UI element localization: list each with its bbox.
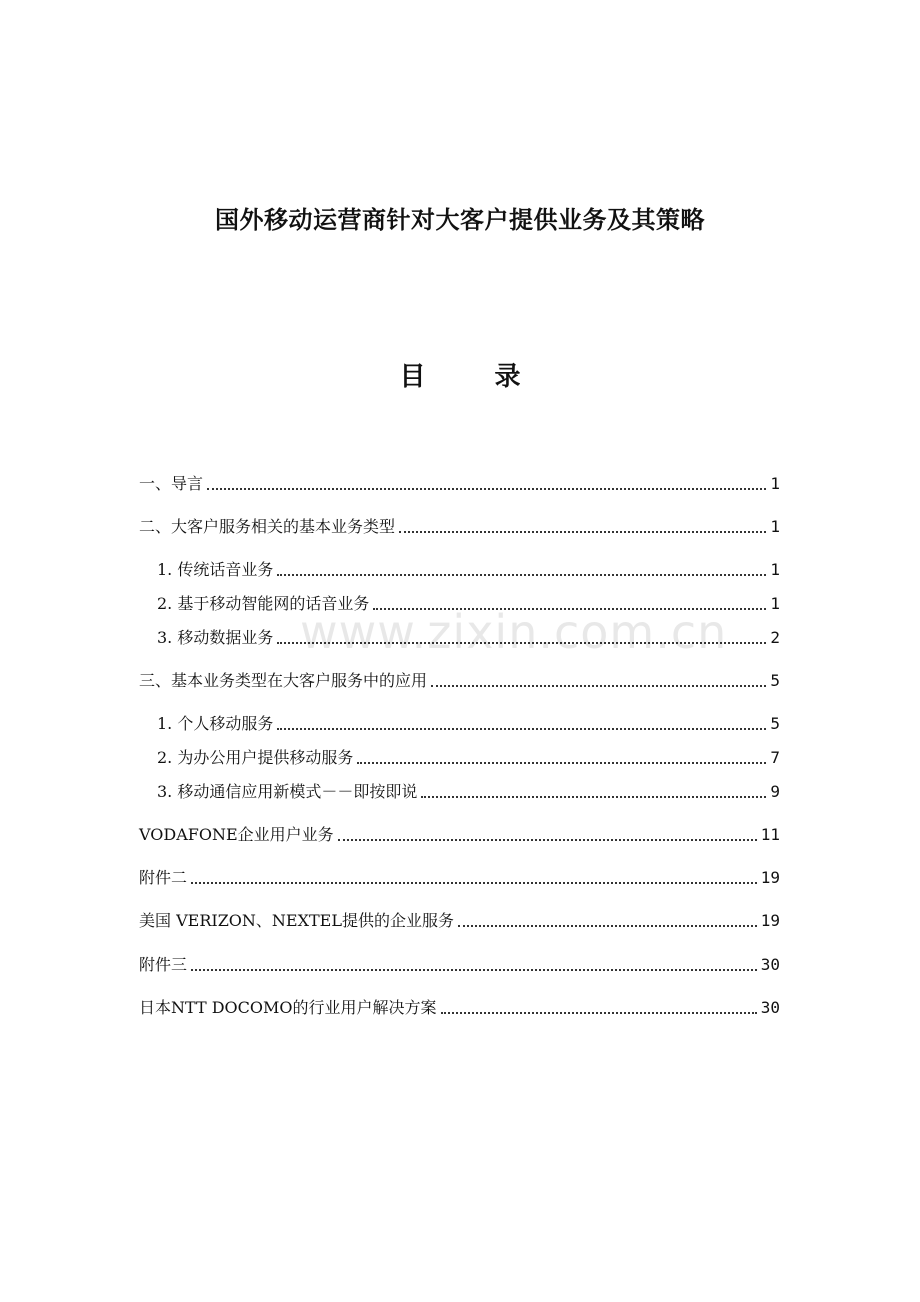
toc-leader-dots (207, 487, 766, 490)
toc-entry-label: 3. 移动通信应用新模式－－即按即说 (157, 782, 418, 801)
toc-leader-dots (191, 968, 757, 971)
toc-leader-dots (441, 1011, 757, 1014)
toc-entry-label: 一、导言 (139, 474, 204, 493)
toc-entry[interactable] (139, 667, 780, 691)
toc-entry-page: 5 (770, 714, 780, 733)
toc-leader-dots (338, 838, 757, 841)
toc-leader-dots (431, 684, 766, 687)
toc-entry-page: 19 (760, 911, 780, 930)
toc-entry[interactable] (139, 513, 780, 537)
toc-entry-label: 美国 VERIZON、NEXTEL提供的企业服务 (139, 911, 454, 930)
toc-leader-dots (458, 924, 757, 927)
toc-entry-label: VODAFONE企业用户业务 (139, 825, 334, 844)
toc-leader-dots (399, 530, 766, 533)
toc-entry[interactable] (157, 556, 780, 580)
toc-entry-page: 11 (760, 825, 780, 844)
toc-entry[interactable] (157, 590, 780, 614)
toc-entry-label: 2. 为办公用户提供移动服务 (157, 748, 354, 767)
toc-leader-dots (277, 573, 766, 576)
toc-entry-page: 19 (760, 868, 780, 887)
toc-entry[interactable] (139, 470, 780, 494)
toc-entry-label: 2. 基于移动智能网的话音业务 (157, 594, 370, 613)
toc-entry[interactable] (139, 821, 780, 845)
toc-entry-page: 5 (770, 671, 780, 690)
toc-leader-dots (357, 761, 766, 764)
toc-entry[interactable] (157, 744, 780, 768)
toc-leader-dots (421, 795, 766, 798)
toc-entry-page: 30 (760, 998, 780, 1017)
toc-entry-label: 附件三 (139, 955, 188, 974)
toc-leader-dots (191, 881, 757, 884)
watermark-text: www.zixin.com.cn (300, 605, 728, 659)
toc-entry-page: 7 (770, 748, 780, 767)
toc-entry-label: 附件二 (139, 868, 188, 887)
toc-entry-page: 30 (760, 955, 780, 974)
toc-entry-page: 2 (770, 628, 780, 647)
toc-entry-page: 1 (770, 474, 780, 493)
document-title: 国外移动运营商针对大客户提供业务及其策略 (215, 205, 705, 234)
toc-entry[interactable] (139, 864, 780, 888)
toc-leader-dots (373, 607, 766, 610)
toc-entry-page: 1 (770, 517, 780, 536)
toc-leader-dots (277, 641, 766, 644)
toc-heading: 目 录 (399, 362, 551, 392)
toc-entry-label: 1. 传统话音业务 (157, 560, 274, 579)
toc-entry-page: 1 (770, 560, 780, 579)
toc-entry-label: 3. 移动数据业务 (157, 628, 274, 647)
toc-entry[interactable] (157, 778, 780, 802)
toc-entry-label: 日本NTT DOCOMO的行业用户解决方案 (139, 998, 437, 1017)
toc-entry-label: 二、大客户服务相关的基本业务类型 (139, 517, 396, 536)
toc-entry[interactable] (139, 994, 780, 1018)
toc-entry[interactable] (157, 624, 780, 648)
toc-entry[interactable] (157, 710, 780, 734)
toc-entry[interactable] (139, 907, 780, 931)
toc-entry-page: 9 (770, 782, 780, 801)
toc-leader-dots (277, 727, 766, 730)
toc-entry-label: 1. 个人移动服务 (157, 714, 274, 733)
toc-entry[interactable] (139, 951, 780, 975)
toc-entry-page: 1 (770, 594, 780, 613)
toc-entry-label: 三、基本业务类型在大客户服务中的应用 (139, 671, 428, 690)
